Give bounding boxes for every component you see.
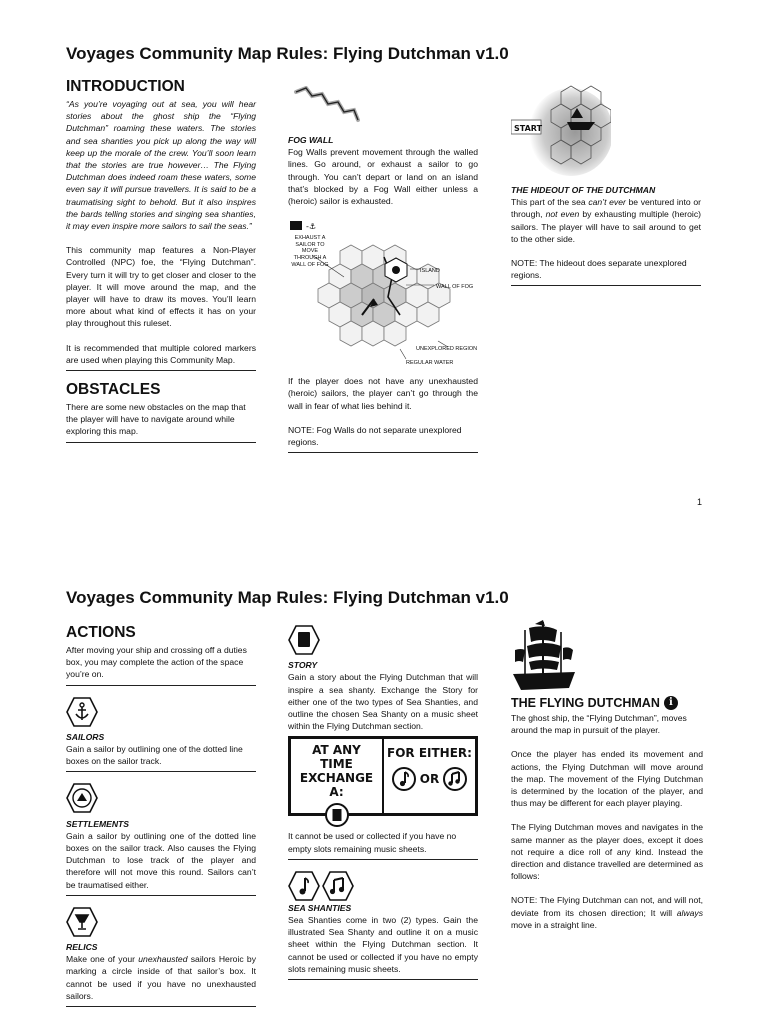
settlements-text: Gain a sailor by outlining one of the dotted line boxes on the sailor track. Also causes the Flying Dutchman to lose track of the player and therefore will not move this round. Sailors can’t be traumatised either. bbox=[66, 830, 256, 890]
book-icon bbox=[324, 802, 350, 828]
book-icon bbox=[288, 624, 320, 656]
story-note: It cannot be used or collected if you have no empty slots remaining music sheets. bbox=[288, 831, 457, 854]
fog-wall-note: NOTE: Fog Walls do not separate unexplored regions. bbox=[288, 424, 462, 448]
intro-column bbox=[66, 78, 256, 453]
divider bbox=[66, 1006, 256, 1007]
relics-heading: RELICS bbox=[66, 942, 98, 953]
hideout-text-a: This part of the sea bbox=[511, 197, 589, 208]
hideout-text-emphasis: not even bbox=[545, 209, 580, 220]
label-island: ISLAND bbox=[420, 268, 440, 275]
start-label: START bbox=[514, 124, 543, 133]
banner-right-text: FOR EITHER: bbox=[387, 746, 472, 761]
relics-text-a: Make one of your bbox=[66, 954, 139, 965]
fog-wall-text: Fog Walls prevent movement through the walled lines. Go around, or exhaust a sailor to go through. You can’t depart or land on an island that’s blocked by a Fog Wall either unless a (heroic) sailor is exhausted. bbox=[288, 147, 478, 207]
story-heading: STORY bbox=[288, 660, 318, 671]
dutchman-heading-row bbox=[511, 696, 703, 710]
dutchman-column bbox=[511, 620, 703, 943]
dutchman-p2: Once the player has ended its movement and actions, the Flying Dutchman will move around the map. The movement of the Flying Dutchman is determined by the location of the player, and thus may be different for each player playing. bbox=[511, 749, 703, 809]
music-note-icon bbox=[391, 766, 417, 792]
sailors-text: Gain a sailor by outlining one of the dotted line boxes on the sailor track. bbox=[66, 744, 243, 767]
sea-shanties-heading: SEA SHANTIES bbox=[288, 902, 352, 913]
divider bbox=[288, 859, 478, 860]
banner-choices bbox=[384, 766, 475, 792]
divider bbox=[66, 442, 256, 443]
story-text: Gain a story about the Flying Dutchman that will inspire a sea shanty. Exchange the Story for either one of the two types of Sea Shanties, and outline the chosen Sea Shanty on a music sheet within the Flying Dutchman section. bbox=[288, 672, 478, 732]
obstacles-text: There are some new obstacles on the map that the player will have to navigate around while exploring this map. bbox=[66, 402, 246, 437]
page-number: 1 bbox=[696, 497, 702, 507]
actions-text: After moving your ship and crossing off a duties box, you may complete the action of the space you’re on. bbox=[66, 645, 247, 680]
double-music-note-icon bbox=[322, 870, 354, 902]
actions-column bbox=[66, 624, 256, 1017]
dutchman-note-emphasis: always bbox=[676, 907, 703, 918]
fog-wall-diagram bbox=[288, 219, 478, 369]
double-music-note-icon bbox=[442, 766, 468, 792]
info-glyph: i bbox=[668, 697, 673, 708]
banner-left-text: AT ANY TIME EXCHANGE A: bbox=[299, 743, 374, 800]
dutchman-note bbox=[511, 894, 703, 931]
banner-left bbox=[291, 739, 384, 813]
hideout-text bbox=[511, 196, 701, 245]
divider bbox=[288, 979, 478, 980]
dutchman-note-a: NOTE: The Flying Dutchman can not, and will not, deviate from its chosen direction; It will bbox=[511, 895, 703, 918]
label-exhaust-sailor: EXHAUST A SAILOR TO MOVE THROUGH A WALL OF FOG bbox=[291, 235, 329, 268]
divider bbox=[66, 771, 256, 772]
settlement-icon bbox=[66, 782, 98, 814]
divider bbox=[288, 452, 478, 453]
svg-text:-⚓: -⚓ bbox=[306, 222, 317, 232]
relics-text bbox=[66, 953, 256, 1002]
fog-wall-no-sailors-text: If the player does not have any unexhausted (heroic) sailors, the player can’t go through the wall in fear of what lies behind it. bbox=[288, 376, 478, 411]
hideout-text-emphasis: can’t ever bbox=[588, 197, 626, 208]
obstacles-heading: OBSTACLES bbox=[66, 381, 161, 399]
hideout-column bbox=[511, 82, 701, 296]
settlements-heading: SETTLEMENTS bbox=[66, 818, 130, 829]
ghost-ship-illustration bbox=[511, 620, 577, 696]
goblet-icon bbox=[66, 906, 98, 938]
page-title: Voyages Community Map Rules: Flying Dutchman v1.0 bbox=[66, 44, 509, 63]
sailors-heading: SAILORS bbox=[66, 731, 105, 742]
hideout-text-b: be ventured into or through, bbox=[511, 197, 701, 220]
fogwall-column bbox=[288, 86, 478, 463]
exchange-banner bbox=[288, 736, 478, 816]
hideout-text-c: by exhausting multiple (heroic) sailors. The player will have to sail around to get to the other side. bbox=[511, 209, 702, 244]
dutchman-p3: The Flying Dutchman moves and navigates in the same manner as the player does, except it does not require a dice roll of any kind. Instead the direction and distance travelled are determined as follows: bbox=[511, 822, 703, 882]
intro-quote: “As you’re voyaging out at sea, you will hear stories about the ghost ship the “Flying Dutchman” roaming these waters. The stories and sea shanties you pick up along the way will keep up the morale of the crew. You’ll soon learn that the stories are true however… The Flying Dutchman does indeed roam these waters, some even say it will pursue travellers. It is said to be a traumatising sight to behold. But it also inspires the bards telling stories and singing sea shanties, it may even inspire more sailors to sail the seas.” bbox=[66, 99, 256, 232]
divider bbox=[66, 370, 256, 371]
dutchman-note-b: move in a straight line. bbox=[511, 919, 597, 930]
actions-heading: ACTIONS bbox=[66, 624, 136, 641]
or-label: OR bbox=[419, 771, 440, 786]
fog-wall-line-illustration bbox=[292, 86, 362, 132]
sea-shanties-text: Sea Shanties come in two (2) types. Gain the illustrated Sea Shanty and outline it on a music sheet within the Flying Dutchman section. It cannot be used or collected if you have no empty slots remaining music sheets. bbox=[288, 915, 478, 974]
shanty-icons bbox=[288, 870, 478, 902]
hideout-note: NOTE: The hideout does separate unexplored regions. bbox=[511, 258, 687, 281]
info-icon bbox=[664, 696, 678, 710]
page-title: Voyages Community Map Rules: Flying Dutchman v1.0 bbox=[66, 588, 509, 607]
hideout-heading: THE HIDEOUT OF THE DUTCHMAN bbox=[511, 185, 656, 195]
label-regular-water: REGULAR WATER bbox=[406, 360, 454, 367]
music-note-icon bbox=[288, 870, 320, 902]
divider bbox=[511, 285, 701, 286]
dutchman-heading: THE FLYING DUTCHMAN bbox=[511, 695, 660, 710]
intro-paragraph: This community map features a Non-Player Controlled (NPC) foe, the “Flying Dutchman”. Every turn it will try to get closer and closer to the player. It will move around the map, and the player will have to draw its moves. You’ll learn more about what kind of effects it has on your play throughout this ruleset. bbox=[66, 245, 256, 329]
anchor-icon bbox=[66, 696, 98, 728]
label-wall-of-fog: WALL OF FOG bbox=[436, 284, 474, 291]
intro-recommendation: It is recommended that multiple colored markers are used when playing this Community Map. bbox=[66, 342, 256, 365]
relics-text-emphasis: unexhausted bbox=[138, 954, 188, 965]
story-column bbox=[288, 624, 478, 990]
divider bbox=[66, 685, 256, 686]
fog-wall-heading: FOG WALL bbox=[288, 135, 334, 145]
label-unexplored-region: UNEXPLORED REGION bbox=[416, 346, 478, 353]
introduction-heading: INTRODUCTION bbox=[66, 78, 185, 95]
hideout-illustration bbox=[511, 82, 611, 182]
dutchman-p1: The ghost ship, the “Flying Dutchman”, moves around the map in pursuit of the player. bbox=[511, 713, 687, 736]
banner-right bbox=[384, 739, 475, 813]
relics-text-b: sailors Heroic by marking a circle inside of that sailor’s box. It cannot be used if you have no unexhausted sailors. bbox=[66, 954, 256, 1001]
page-2 bbox=[0, 512, 768, 1024]
divider bbox=[66, 895, 256, 896]
